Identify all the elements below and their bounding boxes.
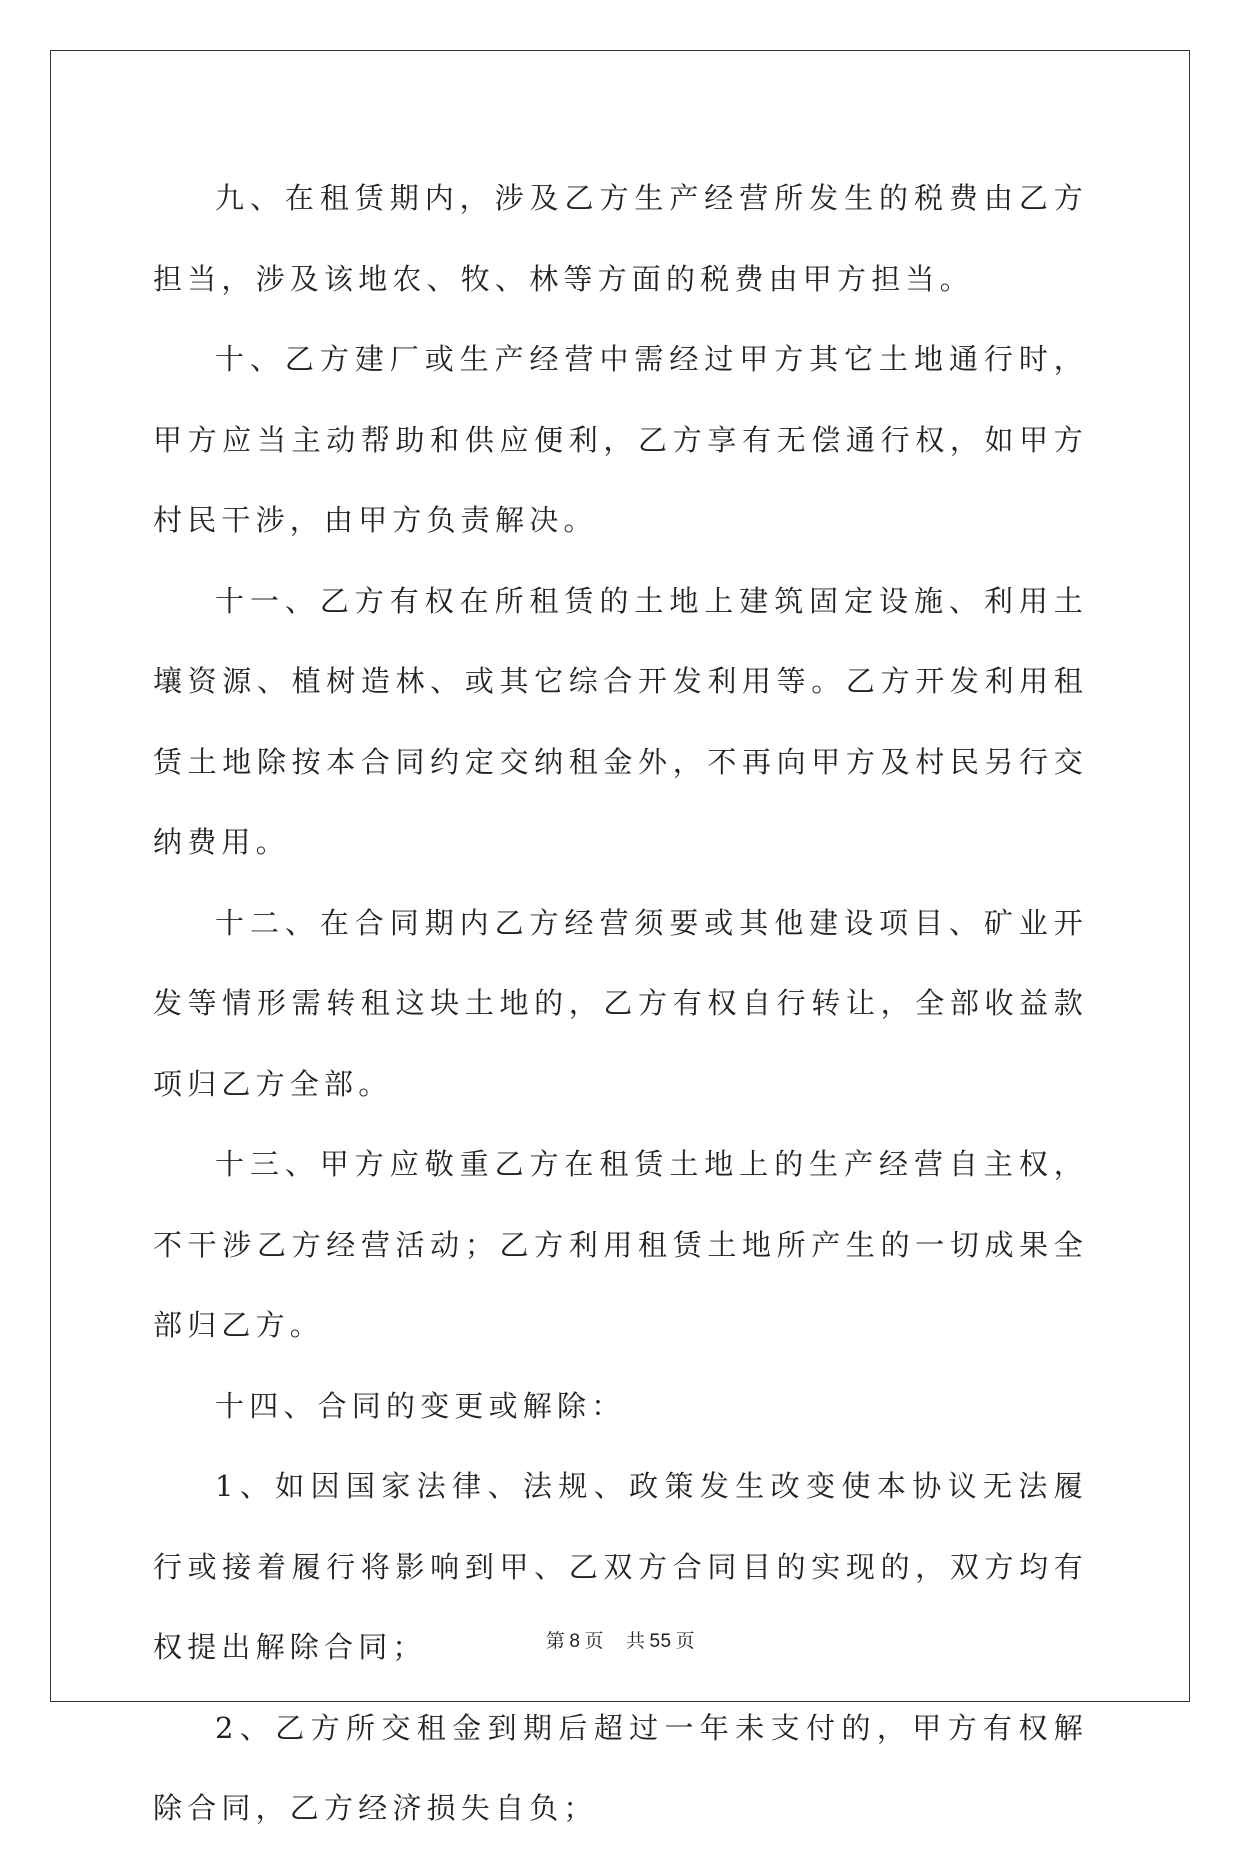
- total-suffix: 页: [675, 1631, 696, 1652]
- paragraph-clause-14-item-2: 2、乙方所交租金到期后超过一年未支付的，甲方有权解除合同，乙方经济损失自负；: [153, 1710, 1088, 1825]
- page-prefix: 第: [545, 1631, 566, 1652]
- total-pages: 55: [649, 1631, 672, 1652]
- paragraph-clause-12: 十二、在合同期内乙方经营须要或其他建设项目、矿业开发等情形需转租这块土地的，乙方有权自行转让，全部收益款项归乙方全部。: [153, 905, 1088, 1101]
- page-footer: [0, 1626, 1241, 1653]
- paragraph-clause-14-heading: 十四、合同的变更或解除：: [215, 1388, 626, 1423]
- paragraph-clause-14-item-1: 1、如因国家法律、法规、政策发生改变使本协议无法履行或接着履行将影响到甲、乙双方合同目的实现的，双方均有权提出解除合同；: [153, 1469, 1088, 1664]
- paragraph-clause-9: 九、在租赁期内，涉及乙方生产经营所发生的税费由乙方担当，涉及该地农、牧、林等方面的税费由甲方担当。: [153, 181, 1088, 296]
- paragraph-clause-11: 十一、乙方有权在所租赁的土地上建筑固定设施、利用土壤资源、植树造林、或其它综合开发利用等。乙方开发利用租赁土地除按本合同约定交纳租金外，不再向甲方及村民另行交纳费用。: [153, 583, 1088, 859]
- paragraph-clause-13: 十三、甲方应敬重乙方在租赁土地上的生产经营自主权，不干涉乙方经营活动；乙方利用租赁土地所产生的一切成果全部归乙方。: [153, 1147, 1088, 1342]
- document-body: [153, 158, 1088, 1849]
- page-number: 8: [569, 1631, 581, 1652]
- paragraph-clause-10: 十、乙方建厂或生产经营中需经过甲方其它土地通行时，甲方应当主动帮助和供应便利，乙方享有无偿通行权，如甲方村民干涉，由甲方负责解决。: [153, 342, 1088, 537]
- page-suffix: 页: [584, 1631, 604, 1652]
- total-prefix: 共: [625, 1631, 646, 1652]
